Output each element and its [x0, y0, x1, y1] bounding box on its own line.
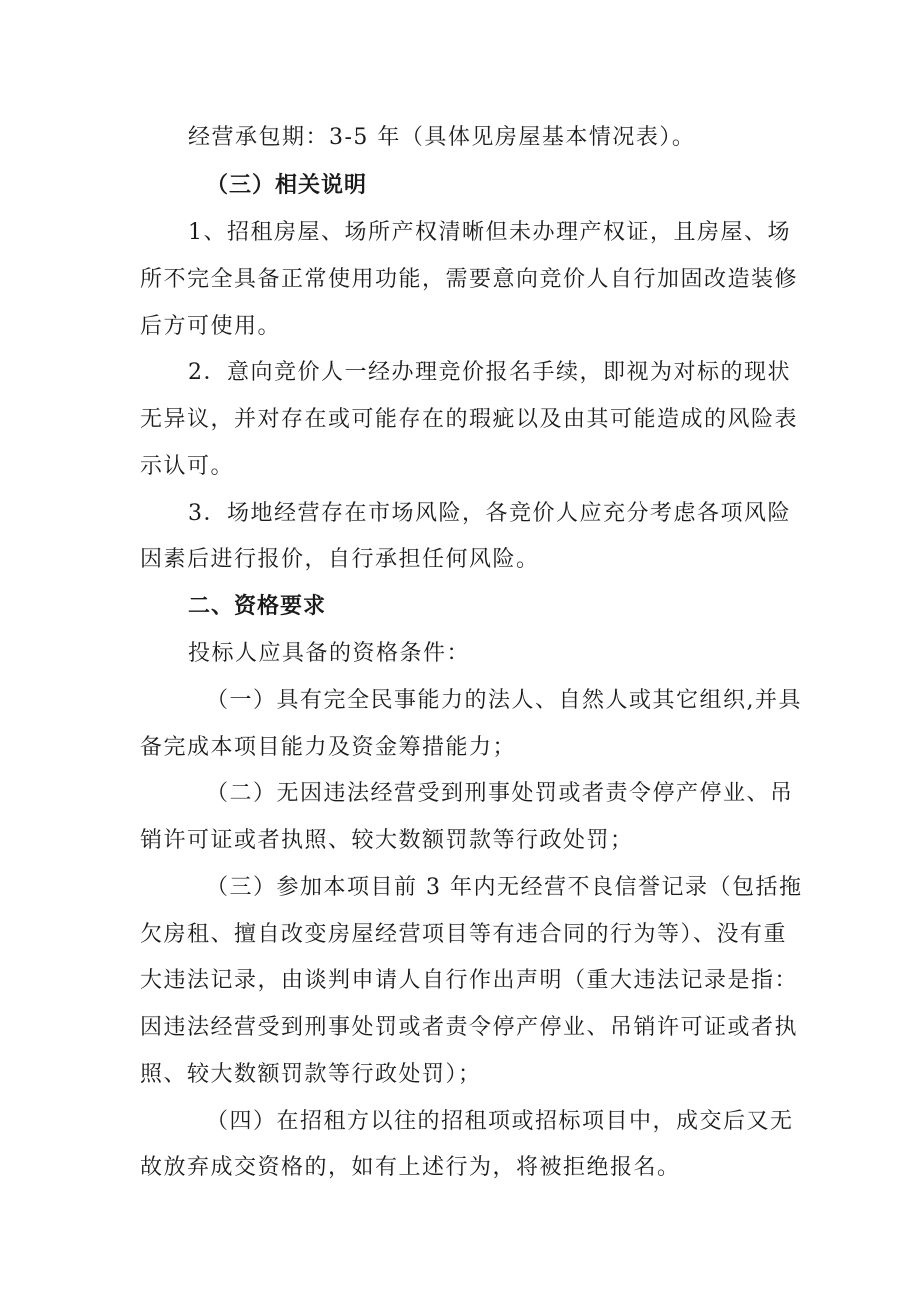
paragraph-line: 1、招租房屋、场所产权清晰但未办理产权证，且房屋、场: [188, 220, 791, 245]
paragraph-line: （二）无因违法经营受到刑事处罚或者责令停产停业、吊: [206, 781, 794, 806]
paragraph-line: （四）在招租方以往的招租项或招标项目中，成交后又无: [206, 1109, 794, 1134]
paragraph-line: 销许可证或者执照、较大数额罚款等行政处罚；: [140, 828, 634, 853]
paragraph-line: 欠房租、擅自改变房屋经营项目等有违合同的行为等）、没有重: [140, 922, 788, 947]
paragraph-line: （三）参加本项目前 3 年内无经营不良信誉记录（包括拖: [206, 875, 803, 900]
paragraph-line: 示认可。: [140, 454, 235, 479]
section-heading-related-notes: （三）相关说明: [206, 173, 368, 198]
paragraph-line: 备完成本项目能力及资金筹措能力；: [140, 735, 517, 760]
paragraph-line: 所不完全具备正常使用功能，需要意向竞价人自行加固改造装修: [140, 267, 799, 292]
paragraph-line: 后方可使用。: [140, 314, 282, 339]
paragraph-line: 投标人应具备的资格条件：: [188, 641, 471, 666]
paragraph-line: 因违法经营受到刑事处罚或者责令停产停业、吊销许可证或者执: [140, 1015, 799, 1040]
paragraph-line: 大违法记录，由谈判申请人自行作出声明（重大违法记录是指：: [140, 968, 799, 993]
paragraph-line: （一）具有完全民事能力的法人、自然人或其它组织,并具: [206, 688, 802, 713]
lease-term-line: 经营承包期：3-5 年（具体见房屋基本情况表）。: [188, 125, 696, 150]
paragraph-line: 照、较大数额罚款等行政处罚）；: [140, 1062, 482, 1087]
paragraph-line: 无异议，并对存在或可能存在的瑕疵以及由其可能造成的风险表: [140, 407, 799, 432]
paragraph-line: 故放弃成交资格的，如有上述行为，将被拒绝报名。: [140, 1155, 681, 1180]
paragraph-line: 2．意向竞价人一经办理竞价报名手续，即视为对标的现状: [188, 360, 791, 385]
section-heading-qualifications: 二、资格要求: [188, 594, 327, 619]
paragraph-line: 3．场地经营存在市场风险，各竞价人应充分考虑各项风险: [188, 501, 791, 526]
paragraph-line: 因素后进行报价，自行承担任何风险。: [140, 547, 540, 572]
